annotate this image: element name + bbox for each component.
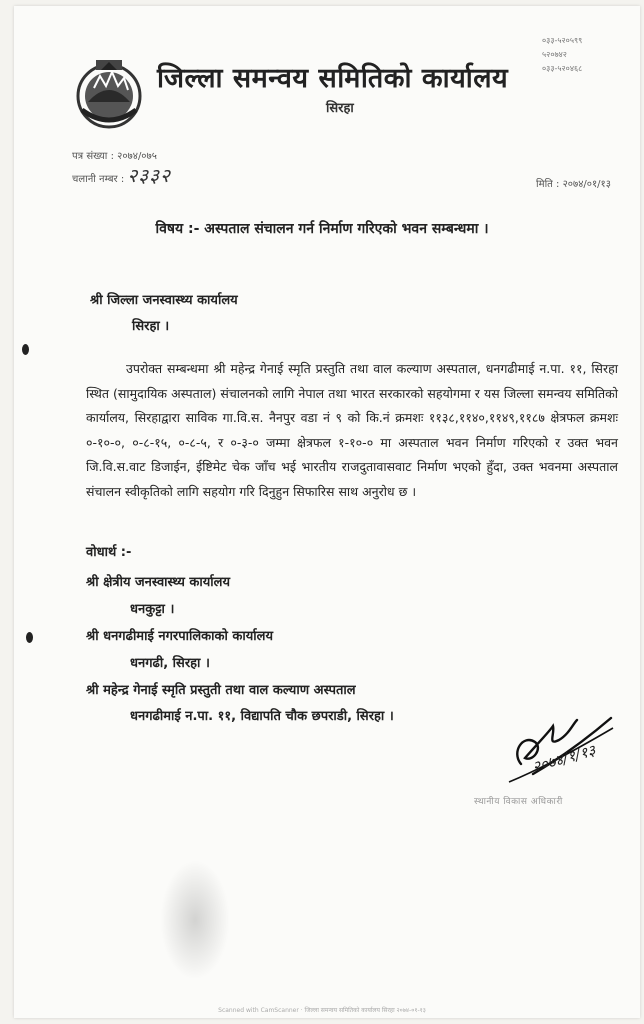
cc-title: वोधार्थ :- [86,545,132,560]
date-value: २०७४/०१/१३ [562,179,611,190]
cc-recipient-address: धनगढीमाई न.पा. ११, विद्यापति चौक छपराडी, सिरहा । [130,709,394,724]
cc-recipient-address: धनगढी, सिरहा । [130,656,210,671]
cc-recipient-name: श्री धनगढीमाई नगरपालिकाको कार्यालय [86,629,273,644]
dispatch-label: चलानी नम्बर [72,174,118,185]
addressee-place: सिरहा । [132,319,170,334]
phone-number: ५२०७४२ [542,50,567,59]
dispatch-value: २३३२ [127,165,171,187]
letter-date [536,176,611,190]
reference-number: पत्र संख्या : २०७४/०७५ [72,151,157,162]
phone-number: ०३३-५२०५९९ [542,36,583,45]
phone-list [542,34,638,76]
office-name: जिल्ला समन्वय समितिको कार्यालय [157,63,509,94]
scan-smudge [160,860,230,980]
scan-footer: Scanned with CamScanner · जिल्ला समन्वय समितिको कार्यालय सिरहा २०७४-०१-१३ [218,1007,426,1014]
addressee-office: श्री जिल्ला जनस्वास्थ्य कार्यालय [90,293,238,308]
ref-value: २०७४/०७५ [117,151,157,162]
cc-recipient-name: श्री महेन्द्र गेनाई स्मृति प्रस्तुती तथा वाल कल्याण अस्पताल [86,683,356,698]
body-paragraph: उपरोक्त सम्बन्धमा श्री महेन्द्र गेनाई स्मृति प्रस्तुति तथा वाल कल्याण अस्पताल, धनगढीमाई न.पा. ११, सिरहा स्थित (सामुदायिक अस्पताल) संचालनको लागि नेपाल तथा भारत सरकारको सहयोगमा र यस जिल्ला समन्वय समितिको कार्यालय, सिरहाद्वारा साविक गा.वि.स. नैनपुर वडा नं ९ को कि.नं क्रमशः ११३८,११४०,११४९,११८७ क्षेत्रफल क्रमशः ०-१०-०, ०-८-१५, ०-८-५, र ०-३-० जम्मा क्षेत्रफल १-१०-० मा अस्पताल भवन निर्माण गरिएको र उक्त भवन जि.वि.स.वाट डिजाईन, ईष्टिमेट चेक जाँच भई भारतीय राजदुतावासवाट निर्माण भएको हुँदा, उक्त भवनमा अस्पताल संचालन स्वीकृतिको लागि सहयोग गरि दिनुहुन सिफारिस साथ अनुरोध छ । [86,361,618,499]
signature-date: २०७४/१/१३ [530,741,598,777]
punch-mark [22,344,29,355]
letter-body [86,357,618,504]
signature-stamp: स्थानीय विकास अधिकारी [474,797,563,807]
dispatch-number: चलानी नम्बर : २३३२ [72,165,171,187]
office-place: सिरहा [326,101,354,116]
phone-number: ०३३-५२०४६८ [542,64,583,73]
letter-page [14,6,640,1018]
cc-recipient-name: श्री क्षेत्रीय जनस्वास्थ्य कार्यालय [86,575,231,590]
date-label: मिति : [536,179,560,190]
punch-mark [26,632,33,643]
letter-subject: विषय :- अस्पताल संचालन गर्न निर्माण गरिएको भवन सम्बन्धमा । [155,221,489,237]
nepal-emblem-icon [74,58,144,130]
cc-recipient-address: धनकुट्टा । [130,602,175,617]
ref-label: पत्र संख्या [72,151,108,162]
